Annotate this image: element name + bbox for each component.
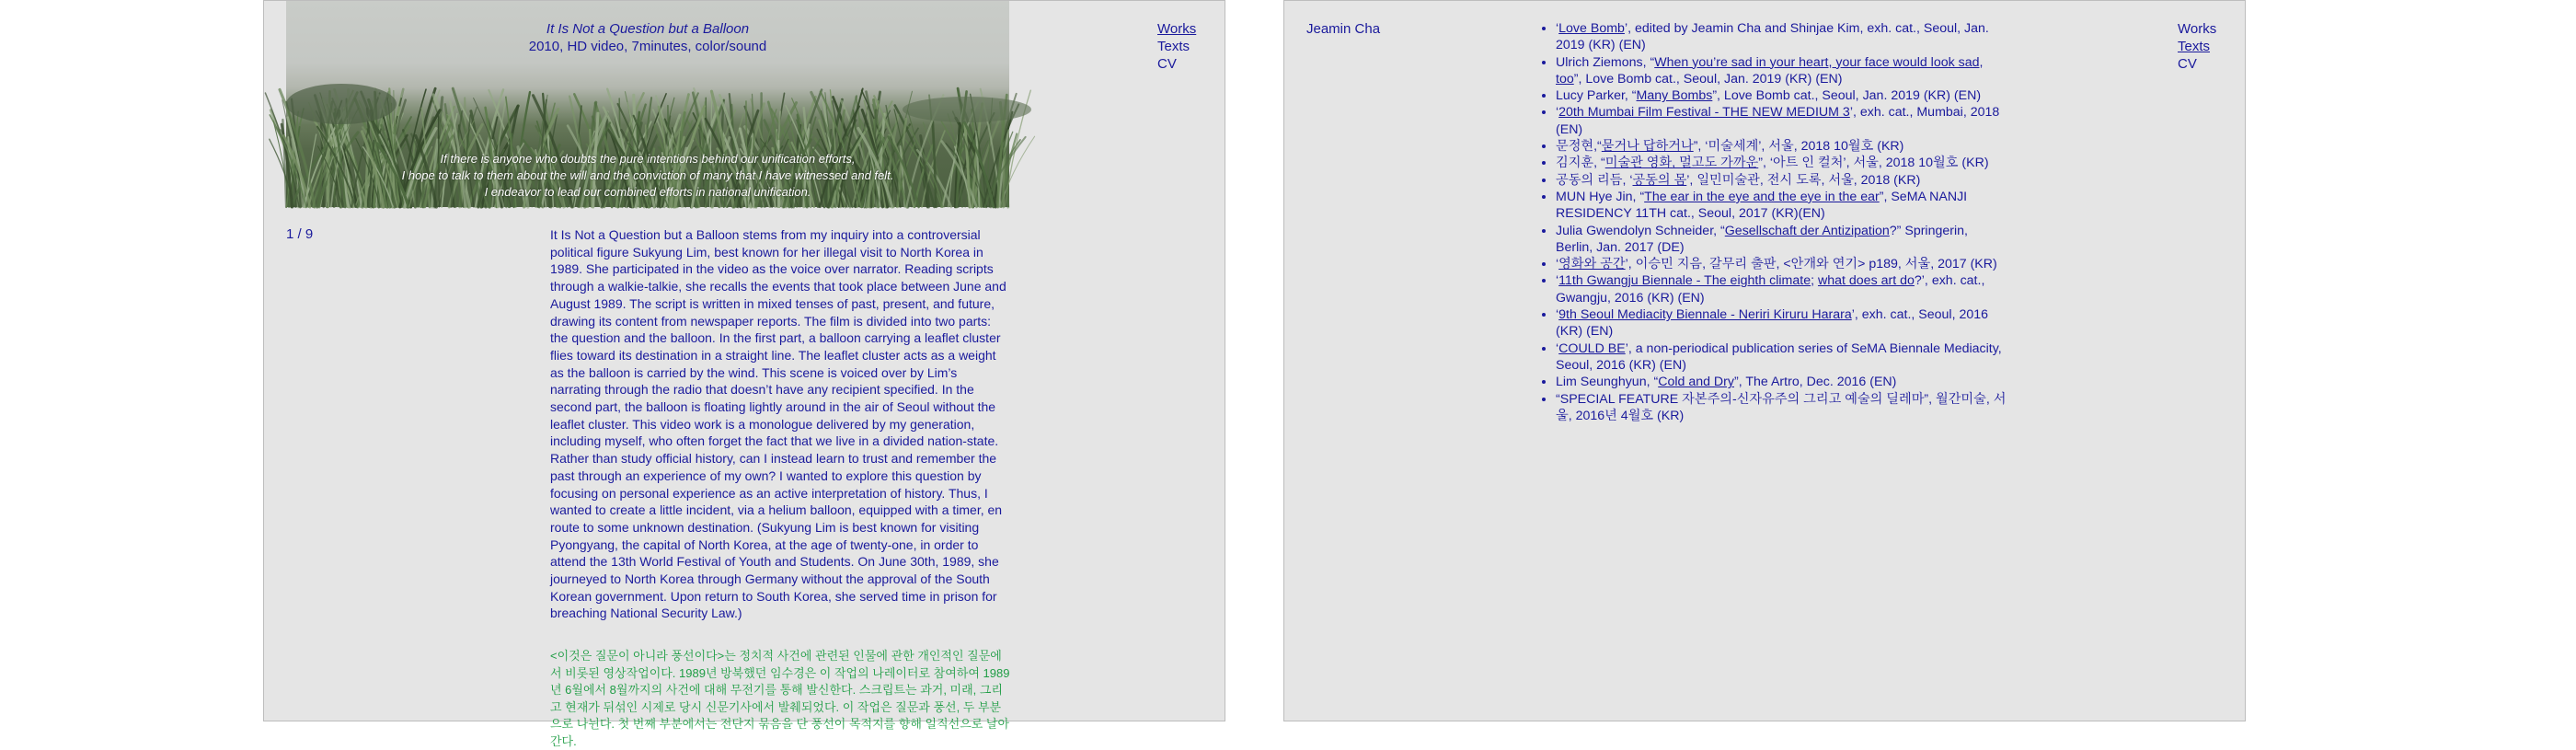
video-still[interactable] [286,1,1009,207]
reference-item [1556,54,2007,88]
reference-item [1556,223,2007,257]
reference-link[interactable]: 20th Mumbai Film Festival - THE NEW MEDIUM 3 [1558,105,1850,121]
reference-link[interactable]: Gesellschaft der Antizipation [1724,223,1890,238]
reference-link[interactable]: When you’re sad in your heart, your face would look sad, too [1556,54,1984,87]
reference-text: ’, edited by Jeamin Cha and Shinjae Kim, exh. cat., Seoul, Jan. 2019 (KR) (EN) [1556,21,1989,53]
nav-cv[interactable]: CV [1157,56,1177,72]
reference-text: ; [1811,273,1818,289]
work-description-en: It Is Not a Question but a Balloon stems from my inquiry into a controversial political figure Sukyung Lim, best known for her illegal visit to North Korea in 1989. She participated in the video as the voice over narrator. Reading scripts through a walkie-talkie, she recalls the events that took place between June and August 1989. The script is written in mixed tenses of past, present, and future, drawing its content from newspaper reports. The film is divided into two parts: the question and the balloon. In the first part, a balloon carrying a leaflet cluster flies toward its destination in a straight line. The leaflet cluster acts as a weight as the balloon is carried by the wind. This scene is voiced over by Lim’s narrating through the radio that doesn’t have any recipient specified. In the second part, the balloon is floating lightly around in the air of Seoul without the leaflet cluster. This video work is a monologue delivered by my generation, including myself, who often forget the fact that we live in a divided nation-state. Rather than study official history, can I instead learn to trust and remember the past through an experience of my own? I wanted to explore this question by focusing on personal experience as an active interpretation of history. Thus, I wanted to create a little incident, via a helium balloon, equipped with a timer, en route to some unknown destination. (Sukyung Lim is best known for visiting Pyongyang, the capital of North Korea, at the age of twenty-one, in order to attend the 13th World Festival of Youth and Students. On June 30th, 1989, she journeyed to North Korea through Germany without the approval of the South Korean government. Upon return to South Korea, she served time in prison for breaching National Security Law.) [550,227,1006,621]
reference-link[interactable]: Cold and Dry [1658,375,1735,390]
reference-text: ’, exh. cat., Seoul, 2016 (KR) (EN) [1556,307,1989,340]
reference-text: ”, The Artro, Dec. 2016 (EN) [1734,375,1897,390]
nav-texts[interactable]: Texts [2178,39,2211,54]
reference-item [1556,391,2007,425]
reference-link[interactable]: Love Bomb [1558,21,1625,36]
reference-list [1537,20,2007,424]
subtitle-line: I hope to talk to them about the will and the conviction of many that I have witnessed and felt. [401,168,894,182]
reference-item [1556,306,2007,340]
reference-text: ’, a non-periodical publication series of SeMA Biennale Mediacity, Seoul, 2016 (KR) (EN) [1556,340,2002,373]
reference-text: “SPECIAL FEATURE 자본주의-신자유주의 그리고 예술의 딜레마”, 월간미술, 서울, 2016년 4월호 (KR) [1556,391,2007,423]
nav-works[interactable]: Works [1157,21,1197,37]
reference-text: MUN Hye Jin, “ [1556,189,1645,204]
reference-item [1556,189,2007,223]
reference-link[interactable]: 미술관 영화, 멀고도 가까운 [1604,156,1759,171]
reference-link[interactable]: 9th Seoul Mediacity Biennale - Neriri Kiruru Harara [1558,307,1852,323]
reference-link[interactable]: 묻거나 답하거나 [1601,139,1694,155]
reference-text: ?’, exh. cat., Gwangju, 2016 (KR) (EN) [1556,273,1985,306]
reference-text: ’, 일민미술관, 전시 도록, 서울, 2018 (KR) [1686,172,1921,188]
reference-text: ’, exh. cat., Mumbai, 2018 (EN) [1556,105,2000,137]
image-pager[interactable]: 1 / 9 [286,226,314,242]
subtitle-line: If there is anyone who doubts the pure intentions behind our unification efforts, [440,152,856,166]
reference-item [1556,172,2007,189]
reference-link[interactable]: 영화와 공간 [1558,257,1626,272]
texts-page-panel [1283,0,2246,721]
reference-item [1556,138,2007,155]
work-title-block [286,20,1009,55]
nav-works[interactable]: Works [2178,21,2217,37]
work-description-ko: <이것은 질문이 아니라 풍선이다>는 정치적 사건에 관련된 인물에 관한 개인적인 질문에서 비롯된 영상작업이다. 1989년 방북했던 임수경은 이 작업의 나레이터로 참여하여 1989년 6월에서 8월까지의 사건에 대해 무전기를 통해 발신한다. 스크립트는 과거, 미래, 그리고 현재가 뒤섞인 시제로 당시 신문기사에서 발췌되었다. 이 작업은 질문과 풍선, 두 부분으로 나뉜다. 첫 번째 부분에서는 전단지 묶음을 단 풍선이 목적지를 향해 일직선으로 날아간다. [550,649,1010,748]
subtitle-line: I endeavor to lead our combined efforts in national unification. [484,185,811,199]
reference-text: 문정현,“ [1556,139,1602,155]
reference-text: ”, ‘미술세계’, 서울, 2018 10월호 (KR) [1693,139,1904,155]
reference-text: ”, Love Bomb cat., Seoul, Jan. 2019 (KR) (EN) [1573,71,1843,87]
nav-cv[interactable]: CV [2178,56,2197,72]
reference-text: ‘ [1556,257,1559,272]
reference-item [1556,272,2007,306]
reference-text: ”, ‘아트 인 컬처’, 서울, 2018 10월호 (KR) [1758,156,1989,171]
reference-item [1556,104,2007,138]
main-nav [2178,20,2216,73]
video-subtitle [286,151,1009,201]
reference-link[interactable]: Many Bombs [1636,88,1713,104]
reference-text: ‘ [1556,307,1559,323]
reference-text: ”, Love Bomb cat., Seoul, Jan. 2019 (KR) (EN) [1712,88,1982,104]
reference-link[interactable]: COULD BE [1558,340,1626,356]
reference-item [1556,87,2007,104]
reference-link[interactable]: 11th Gwangju Biennale - The eighth climate [1558,273,1811,289]
reference-text: 공동의 리듬, ‘ [1556,172,1633,188]
reference-text: Ulrich Ziemons, “ [1556,54,1655,70]
reference-text: Lim Seunghyun, “ [1556,375,1659,390]
reference-link[interactable]: what does art do [1817,273,1915,289]
nav-texts[interactable]: Texts [1157,39,1190,54]
reference-item [1556,155,2007,171]
reference-text: Julia Gwendolyn Schneider, “ [1556,223,1725,238]
reference-text: ?” Springerin, Berlin, Jan. 2017 (DE) [1556,223,1968,255]
reference-text: Lucy Parker, “ [1556,88,1637,104]
main-nav [1157,20,1196,73]
reference-text: ‘ [1556,21,1559,36]
reference-text: ‘ [1556,273,1559,289]
reference-link[interactable]: 공동의 몸 [1632,172,1687,188]
work-title: It Is Not a Question but a Balloon [546,21,750,37]
artist-name[interactable]: Jeamin Cha [1306,21,1381,37]
reference-text: ’, 이승민 지음, 갈무리 출판, <안개와 연기> p189, 서울, 2017 (KR) [1625,257,1997,272]
work-meta: 2010, HD video, 7minutes, color/sound [528,39,767,54]
reference-item [1556,20,2007,54]
reference-item [1556,374,2007,390]
work-page-panel [263,0,1225,748]
reference-text: ‘ [1556,340,1559,356]
reference-link[interactable]: The ear in the eye and the eye in the ear [1644,189,1880,204]
reference-text: ‘ [1556,105,1559,121]
reference-text: 김지훈, “ [1556,156,1605,171]
reference-text: ”, SeMA NANJI RESIDENCY 11TH cat., Seoul, 2017 (KR)(EN) [1556,189,1968,222]
reference-item [1556,256,2007,272]
reference-item [1556,340,2007,375]
